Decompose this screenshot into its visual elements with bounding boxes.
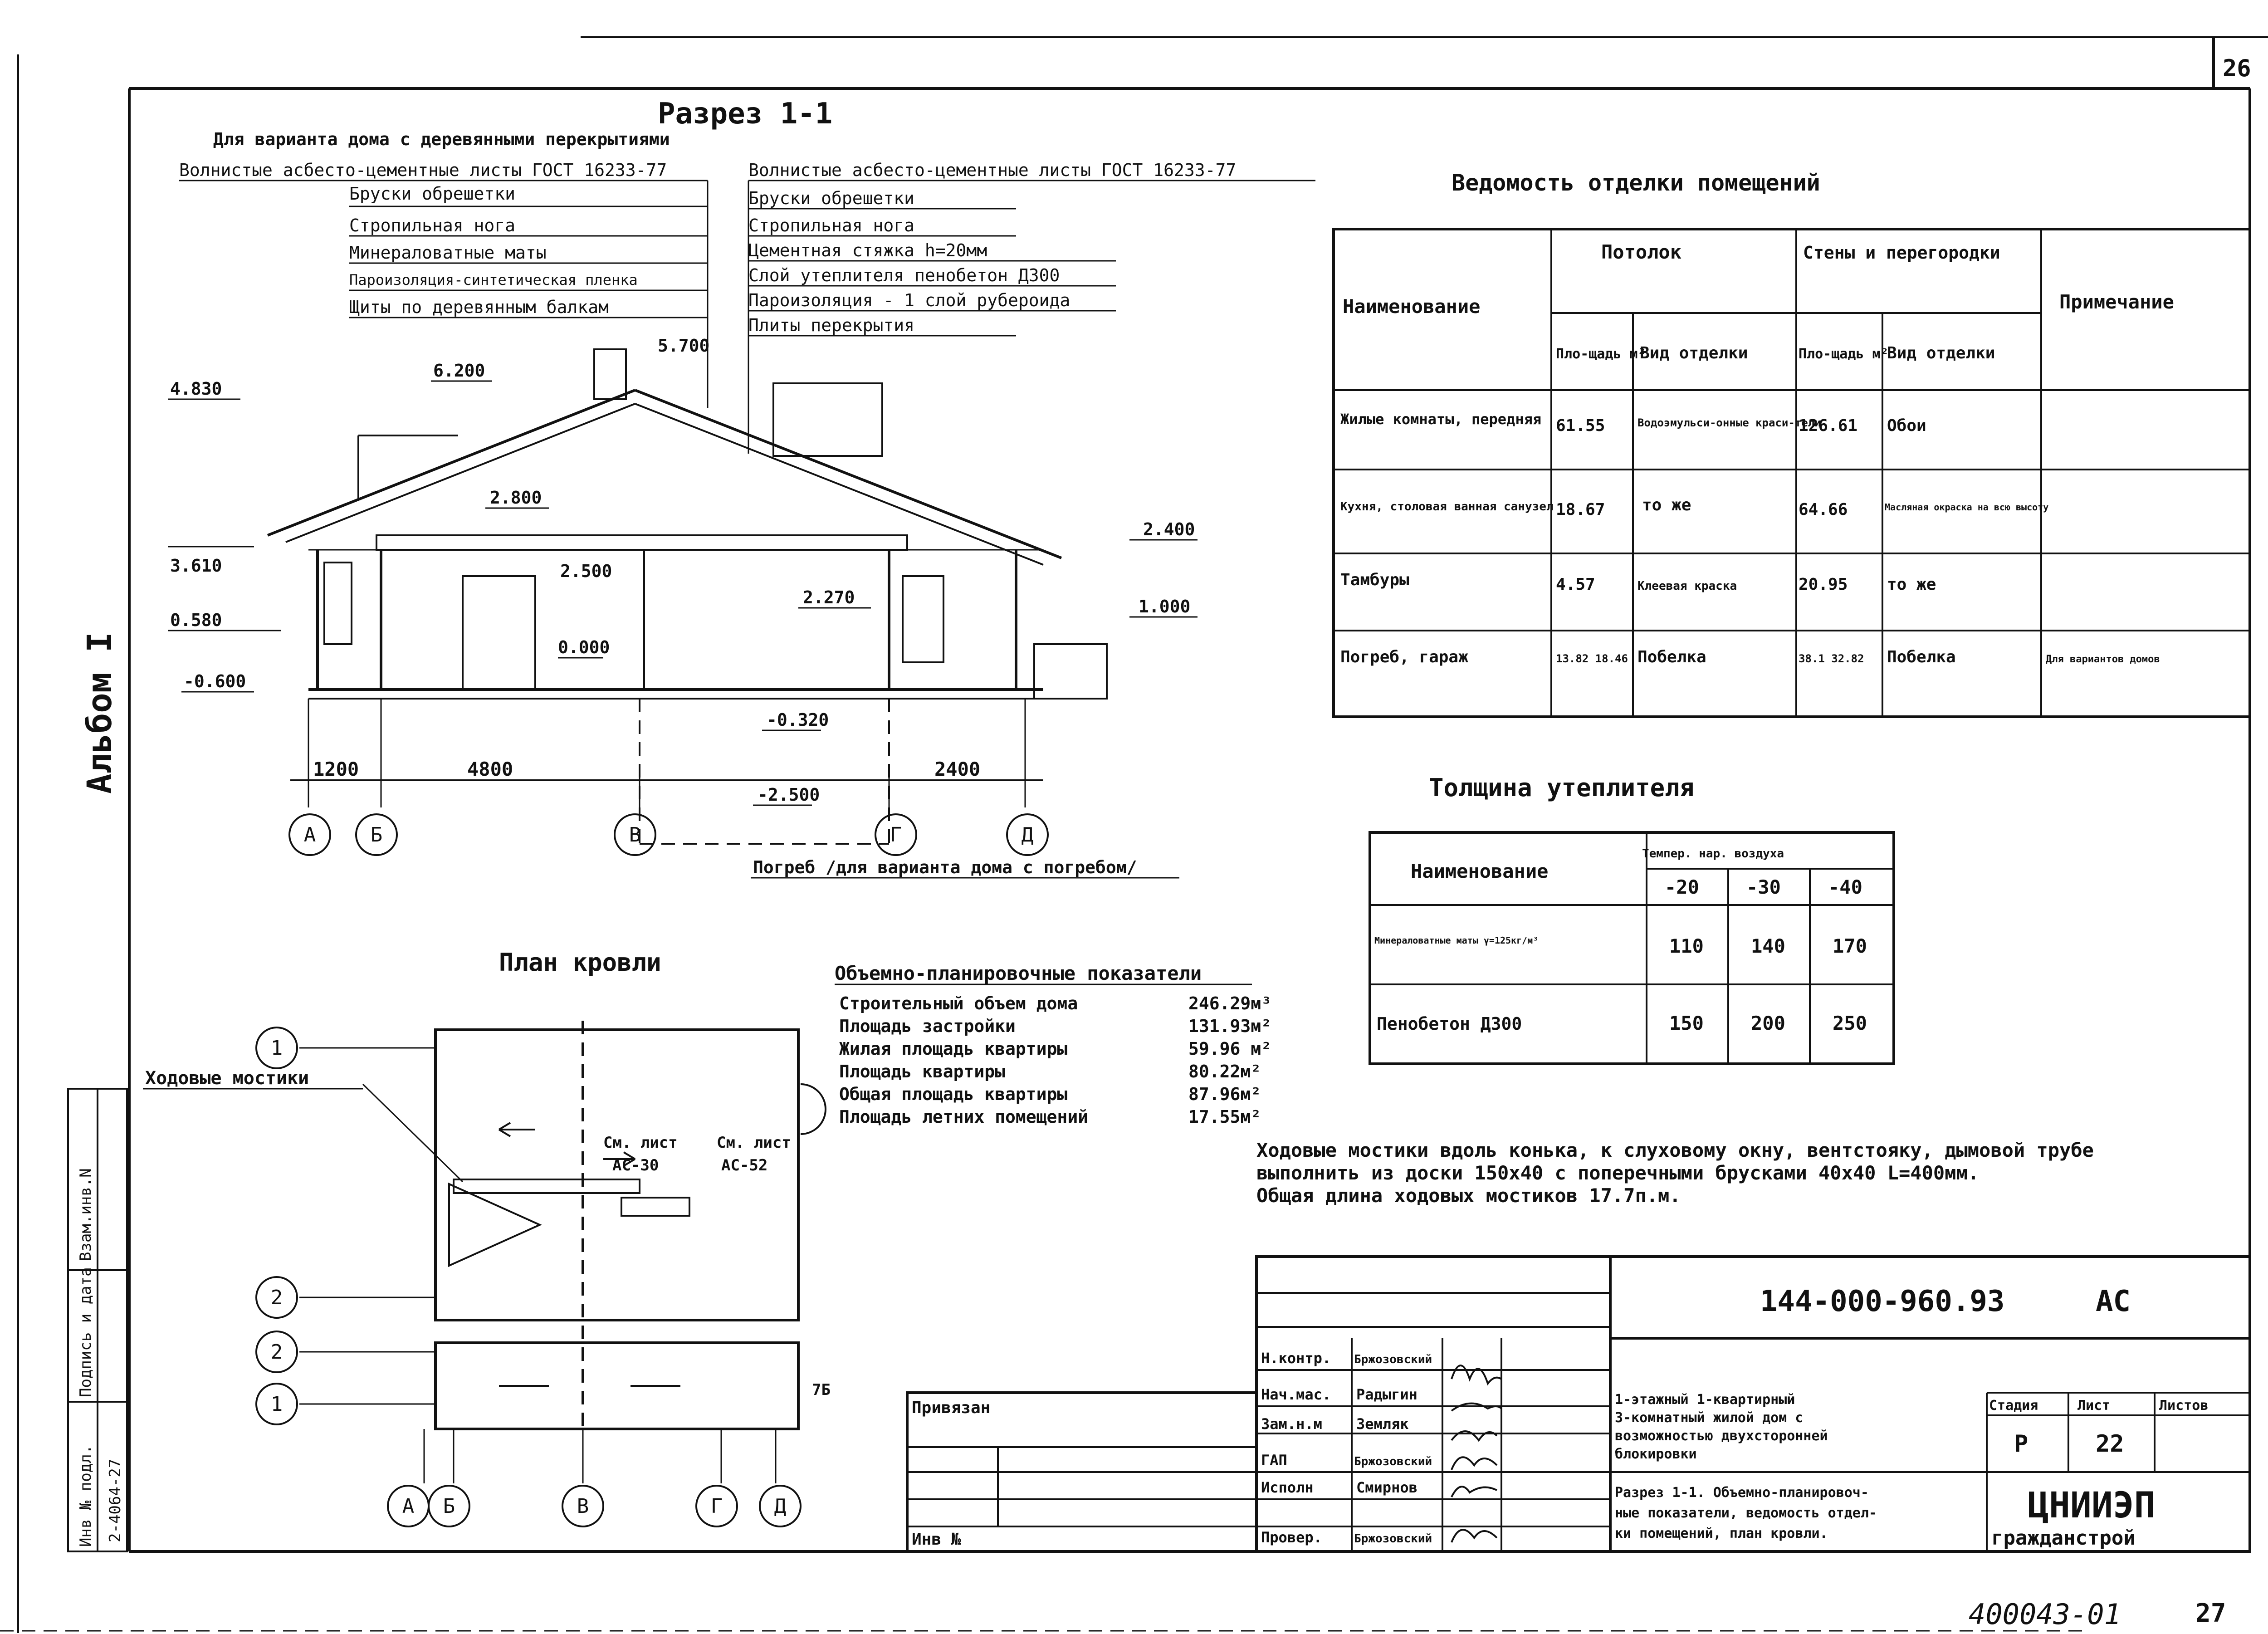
level-1000: 1.000 [1139,597,1191,616]
stamp-sheet-label: Лист [2077,1398,2111,1414]
indicator-2-value: 131.93м² [1188,1016,1272,1036]
right-layer-5: Слой утеплителя пенобетон Д300 [748,265,1060,285]
finishes-row-3-c-area: 4.57 [1556,575,1595,594]
house-section [268,349,1107,844]
section-axis-a: А [303,823,316,846]
finishes-col-w-type: Вид отделки [1887,344,1995,362]
walkway-note-line-3: Общая длина ходовых мостиков 17.7п.м. [1256,1184,1681,1207]
roof-axis-1-bottom: 1 [270,1393,283,1416]
indicator-3-value: 59.96 м² [1188,1039,1272,1059]
roof-plan-drawing [299,1021,826,1483]
finishes-col-c-area: Пло-щадь м² [1556,346,1646,362]
finishes-row-1-w-area: 126.61 [1799,416,1858,435]
level-0580: 0.580 [170,610,222,630]
insulation-temp-40: -40 [1828,876,1862,898]
stamp-org-1: ЦНИИЭП [2028,1485,2156,1526]
left-layer-5: Пароизоляция-синтетическая пленка [349,271,638,289]
section-axis-v: В [629,823,641,846]
insulation-col-name: Наименование [1411,860,1549,882]
indicator-1-value: 246.29м³ [1188,993,1272,1013]
finishes-col-walls: Стены и перегородки [1803,243,2000,263]
album-label: Альбом I [80,632,119,794]
indicator-5-label: Общая площадь квартиры [839,1084,1068,1104]
finishes-col-w-area: Пло-щадь м² [1799,346,1889,362]
section-title: Разрез 1-1 [658,97,833,131]
stamp-org-2: гражданстрой [1991,1526,2136,1550]
finishes-row-1-c-type: Водоэмульси-онные краси-тели [1637,416,1821,429]
section-levels [168,336,1198,805]
stamp-name-2: Радыгин [1356,1386,1418,1403]
right-layer-7: Плиты перекрытия [748,315,915,335]
finishes-row-1-c-area: 61.55 [1556,416,1605,435]
stamp-stage: Р [2014,1430,2028,1458]
section-right-layers [748,160,1315,454]
stamp-sheet-title-3: ки помещений, план кровли. [1615,1526,1828,1541]
stamp-name-6: Бржозовский [1354,1532,1432,1546]
insulation-row-1-v1: 110 [1669,935,1704,957]
left-layer-6: Щиты по деревянным балкам [349,297,609,317]
indicator-3-label: Жилая площадь квартиры [839,1039,1068,1059]
stamp-role-6: Провер. [1261,1529,1322,1546]
indicator-1-label: Строительный объем дома [839,993,1078,1013]
right-layer-3: Стропильная нога [748,215,915,235]
finishes-row-4-c-type: Побелка [1637,648,1706,666]
roof-plan-title: План кровли [499,948,661,977]
dim-1200: 1200 [313,758,359,780]
finishes-col-c-type: Вид отделки [1640,344,1748,362]
section-axis-d: Д [1021,823,1034,846]
finishes-row-4-w-area: 38.1 32.82 [1799,652,1864,665]
finishes-row-4-note: Для вариантов домов [2046,654,2160,665]
finishes-row-2-w-type: Масляная окраска на всю высоту [1885,502,2049,513]
finishes-rows [1340,411,2160,666]
left-layer-3: Стропильная нога [349,215,516,235]
finishes-row-2-w-area: 64.66 [1799,500,1848,519]
stamp-inv-no: Инв № [912,1530,961,1549]
finishes-row-4-name: Погреб, гараж [1340,648,1468,666]
finishes-col-ceiling: Потолок [1601,241,1682,263]
roof-ref2-b: АС-52 [721,1156,768,1174]
roof-axis-b: Б [443,1495,455,1518]
roof-axis-g: Г [710,1495,723,1518]
right-layer-2: Бруски обрешетки [748,188,915,208]
section-dimensions [313,758,980,780]
finishes-row-2-c-type: то же [1642,496,1691,514]
stamp-project-title-1: 1-этажный 1-квартирный [1615,1392,1795,1408]
finishes-row-2-name: Кухня, столовая ванная санузел [1340,500,1554,514]
walkway-note-line-2: выполнить из доски 150х40 с поперечными брусками 40х40 L=400мм. [1256,1162,1980,1184]
stamp-role-5: Исполн [1261,1479,1314,1496]
dim-2400: 2400 [934,758,981,780]
level-2500: 2.500 [560,561,612,581]
roof-ref1-a: См. лист [603,1134,678,1152]
right-layer-4: Цементная стяжка h=20мм [748,240,987,260]
stamp-role-4: ГАП [1261,1452,1287,1469]
insulation-title: Толщина утеплителя [1429,773,1695,802]
insulation-temp-20: -20 [1665,876,1699,898]
left-margin-inv-value: 2-4064-27 [106,1458,124,1542]
indicator-5-value: 87.96м² [1188,1084,1261,1104]
roof-axes [256,1027,801,1526]
insulation-cells [1374,847,1867,1034]
roof-axis-v: В [577,1495,589,1518]
finishes-row-4-w-type: Побелка [1887,648,1956,666]
archive-number: 400043-01 [1969,1598,2121,1631]
left-margin-sign-date: Подпись и дата [77,1267,95,1397]
insulation-row-1-v3: 170 [1833,935,1867,957]
indicators-list [839,993,1271,1127]
roof-axis-2-top: 2 [270,1286,283,1309]
insulation-col-temp: Темпер. нар. воздуха [1642,847,1784,861]
stamp-name-5: Смирнов [1356,1479,1418,1496]
left-layer-4: Минераловатные маты [349,243,547,263]
indicator-6-label: Площадь летних помещений [839,1107,1089,1127]
stamp-name-4: Бржозовский [1354,1455,1432,1468]
section-left-header: Для варианта дома с деревянными перекрытиями [213,129,670,149]
finishes-row-3-w-area: 20.95 [1799,575,1848,594]
stamp-project-title-4: блокировки [1615,1446,1697,1462]
indicator-4-value: 80.22м² [1188,1062,1261,1081]
finishes-header [1343,241,2174,362]
stamp-name-1: Бржозовский [1354,1353,1432,1366]
level-3610: 3.610 [170,556,222,576]
stamp-mark: АС [2096,1285,2131,1318]
insulation-row-1-name: Минераловатные маты γ=125кг/м³ [1374,935,1539,946]
level-2400: 2.400 [1143,519,1195,539]
finishes-row-3-c-type: Клеевая краска [1637,579,1737,593]
insulation-row-2-v3: 250 [1833,1012,1867,1034]
indicator-4-label: Площадь квартиры [839,1062,1006,1081]
level-5700: 5.700 [658,336,710,356]
walkway-note-line-1: Ходовые мостики вдоль конька, к слуховому окну, вентстояку, дымовой трубе [1256,1139,2094,1161]
cellar-note: Погреб /для варианта дома с погребом/ [753,857,1137,877]
stamp-project-title-3: возможностью двухсторонней [1615,1428,1828,1444]
roof-axis-d: Д [774,1495,787,1518]
finishes-title: Ведомость отделки помещений [1452,170,1820,196]
stamp-role-3: Зам.н.м [1261,1415,1322,1433]
level-2500-cellar: -2.500 [758,785,820,805]
stamp-sheets-label: Листов [2159,1398,2209,1414]
signatures [1452,1365,1501,1542]
walkway-note [1256,1139,2094,1207]
indicator-6-value: 17.55м² [1188,1107,1261,1127]
stamp-privyazan: Привязан [912,1399,991,1417]
left-margin-inv-orig: Инв № подл. [77,1444,95,1547]
insulation-row-2-v2: 200 [1751,1012,1785,1034]
stamp-project-title-2: 3-комнатный жилой дом с [1615,1410,1804,1426]
finishes-row-2-c-area: 18.67 [1556,500,1605,519]
stamp-name-3: Земляк [1356,1415,1409,1433]
level-0000: 0.000 [558,637,610,657]
level-4830: 4.830 [170,379,222,399]
page-mark-top: 26 [2223,55,2251,82]
level-0600: -0.600 [184,671,246,691]
finishes-col-note: Примечание [2059,291,2174,313]
left-margin-stamp [68,1089,127,1551]
finishes-row-4-c-area: 13.82 18.46 [1556,652,1628,665]
right-layer-1: Волнистые асбесто-цементные листы ГОСТ 16233-77 [748,160,1237,180]
stamp-sheet-title-2: ные показатели, ведомость отдел- [1615,1505,1877,1521]
roof-axis-1-top: 1 [270,1037,283,1060]
stamp-sheet-title-1: Разрез 1-1. Объемно-планировоч- [1615,1485,1869,1501]
indicator-2-label: Площадь застройки [839,1016,1016,1036]
archive-page: 27 [2195,1599,2226,1628]
finishes-row-3-w-type: то же [1887,575,1936,594]
right-layer-6: Пароизоляция - 1 слой рубероида [748,290,1070,310]
left-margin-instead-inv: Взам.инв.N [77,1168,95,1261]
finishes-row-1-name: Жилые комнаты, передняя [1340,411,1542,428]
indicators-title: Объемно-планировочные показатели [835,962,1202,984]
roof-mark-7b: 7Б [812,1381,831,1399]
finishes-row-1-w-type: Обои [1887,416,1926,435]
finishes-row-3-name: Тамбуры [1340,571,1409,589]
stamp-role-2: Нач.мас. [1261,1386,1331,1403]
roof-ref2-a: См. лист [717,1134,791,1152]
roof-axis-2-bottom: 2 [270,1340,283,1364]
level-0320: -0.320 [767,710,829,730]
stamp-code: 144-000-960.93 [1760,1285,2005,1318]
finishes-col-name: Наименование [1343,295,1481,318]
roof-walkway-label: Ходовые мостики [145,1068,309,1089]
title-block-text [912,1285,2208,1550]
left-layer-2: Бруски обрешетки [349,184,516,204]
section-axis-b: Б [370,823,383,846]
level-2270: 2.270 [803,587,855,607]
section-axes [289,814,1048,855]
roof-ref1-b: АС-30 [612,1156,659,1174]
level-6200: 6.200 [433,361,485,381]
insulation-row-2-name: Пенобетон Д300 [1377,1014,1522,1034]
section-axis-g: Г [890,823,902,846]
insulation-row-1-v2: 140 [1751,935,1785,957]
roof-refs [603,1134,831,1399]
stamp-stage-label: Стадия [1989,1398,2038,1414]
insulation-row-2-v1: 150 [1669,1012,1704,1034]
stamp-sheet-no: 22 [2096,1430,2124,1458]
level-2800: 2.800 [490,488,542,508]
insulation-temp-30: -30 [1746,876,1781,898]
dim-4800: 4800 [467,758,513,780]
stamp-role-1: Н.контр. [1261,1350,1331,1367]
roof-axis-a: А [402,1495,415,1518]
left-layer-1: Волнистые асбесто-цементные листы ГОСТ 16233-77 [179,160,667,180]
